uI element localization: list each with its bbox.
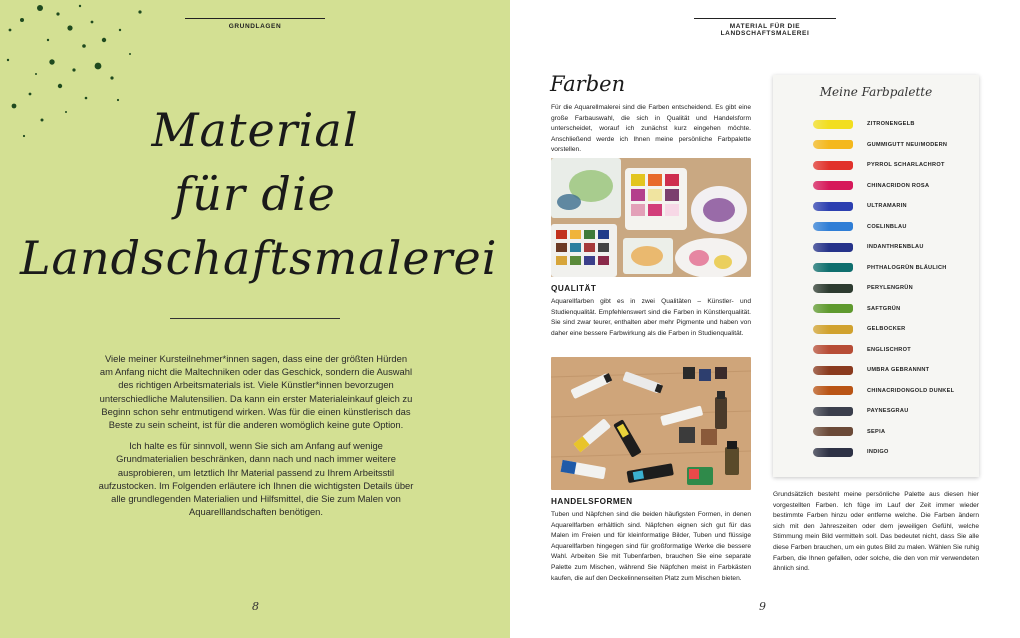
color-swatch: [813, 345, 853, 354]
intro-text: [98, 352, 414, 518]
intro-paragraph-2: Ich halte es für sinnvoll, wenn Sie sich am Anfang auf wenige Grundmaterialien beschränken, dann nach und nach immer weitere ausprobieren, um letztlich Ihr Material passend zu Ihrem Arbeitsstil aufzustocken. Im Folgenden erläutere ich Ihnen die wichtigsten Details über alle grundlegenden Materialien und Hilfsmittel, die Sie zum Malen von Aquarelllandschaften benötigen.: [98, 440, 414, 518]
color-swatch: [813, 304, 853, 313]
palette-swatch-row: [813, 219, 907, 235]
color-swatch: [813, 427, 853, 436]
palette-swatch-row: [813, 403, 909, 419]
handelsformen-text: Tuben und Näpfchen sind die beiden häufigsten Formen, in denen Aquarellfarben erhältlich sind. Näpfchen eignen sich gut für das Malen im Freien und für kleinformatige Bilder, Tuben und flüssige Aquarellfarben hingegen sind für großformatige Werke die bessere Wahl. Arbeiten Sie mit Tubenfarben, brauchen Sie eine separate Palette zum Mischen, während Sie Näpfchen meist in Farbkästen kaufen, die auf den Deckelinnenseiten Platz zum Mischen bieten.: [551, 511, 751, 582]
right-page: [510, 0, 1020, 638]
swatch-label: CHINACRIDON ROSA: [867, 182, 930, 189]
swatch-label: PYRROL SCHARLACHROT: [867, 162, 945, 168]
color-swatch: [813, 448, 853, 457]
color-swatch: [813, 284, 853, 293]
qualitaet-text: Aquarellfarben gibt es in zwei Qualitäten – Künstler- und Studienqualität. Empfehlenswert sind die Farben in Künstlerqualität. Sie sind zwar teurer, enthalten aber mehr Pigmente und haben von daher eine bessere Farbwirkung als die Farben in Studienqualität.: [551, 298, 751, 337]
swatch-label: ULTRAMARIN: [867, 203, 907, 209]
swatch-label: PAYNESGRAU: [867, 408, 909, 414]
section-title-farben: Farben: [550, 72, 626, 96]
palette-swatch-row: [813, 444, 889, 460]
palette-swatch-row: [813, 137, 947, 153]
running-head-right: [694, 18, 836, 37]
running-head-left: [185, 18, 325, 30]
swatch-label: PERYLENGRÜN: [867, 285, 913, 291]
color-swatch: [813, 263, 853, 272]
color-swatch: [813, 140, 853, 149]
intro-paragraph-1: Viele meiner Kursteilnehmer*innen sagen, dass eine der größten Hürden am Anfang nicht die Maltechniken oder das Geschick, sondern die Auswahl des richtigen Arbeitsmaterials ist. Viele Künstler*innen bevorzugen unterschiedliche Malutensilien. Da kann ein erster Materialeinkauf gleich zu Beginn schon sehr entmutigend wirken. Was für die einen künstlerisch das Beste zu sein scheint, ist für die anderen womöglich keine gute Option.: [99, 353, 413, 431]
swatch-label: PHTHALOGRÜN BLÄULICH: [867, 264, 947, 271]
chapter-title-line-3: Landschaftsmalerei: [20, 231, 498, 285]
palette-swatch-row: [813, 178, 929, 194]
palette-swatch-row: [813, 116, 915, 132]
swatch-label: UMBRA GEBRANNNT: [867, 367, 930, 373]
palette-swatch-row: [813, 260, 947, 276]
swatch-label: SEPIA: [867, 428, 886, 435]
swatch-label: GELBOCKER: [867, 326, 906, 332]
palette-swatch-row: [813, 198, 907, 214]
page-number-left: 8: [252, 600, 259, 613]
swatch-label: COELINBLAU: [867, 223, 907, 230]
farben-text: Für die Aquarellmalerei sind die Farben entscheidend. Es gibt eine große Farbauswahl, die sich in Qualität und Handelsform unterscheidet, worauf ich zunächst kurz eingehen möchte. Anschließend werde ich Ihnen meine persönliche Farbpalette vorstellen.: [551, 104, 751, 154]
color-swatch: [813, 161, 853, 170]
qualitaet-heading: QUALITÄT: [551, 284, 597, 293]
color-swatch: [813, 407, 853, 416]
chapter-title-line-2: für die: [174, 167, 336, 221]
color-swatch: [813, 366, 853, 375]
color-swatch: [813, 325, 853, 334]
color-swatch: [813, 202, 853, 211]
swatch-label: ENGLISCHROT: [867, 346, 912, 353]
palette-title: Meine Farbpalette: [819, 85, 933, 99]
palette-swatch-row: [813, 301, 900, 317]
palette-swatch-row: [813, 321, 905, 337]
chapter-title-line-1: Material: [151, 103, 359, 157]
palette-swatch-row: [813, 239, 924, 255]
swatch-label: ZITRONENGELB: [867, 121, 915, 127]
swatch-label: INDANTHRENBLAU: [867, 244, 924, 250]
swatch-label: INDIGO: [867, 449, 889, 455]
palette-swatch-row: [813, 280, 913, 296]
chapter-title: [20, 98, 498, 290]
swatch-label: CHINACRIDONGOLD DUNKEL: [867, 387, 955, 394]
swatch-label: GUMMIGUTT NEU/MODERN: [867, 141, 948, 148]
palette-swatch-row: [813, 157, 945, 173]
palette-swatch-row: [813, 383, 954, 399]
color-swatch: [813, 386, 853, 395]
running-head-text: GRUNDLAGEN: [228, 23, 282, 30]
palette-card: [773, 75, 979, 477]
color-swatch: [813, 181, 853, 190]
handelsformen-heading: HANDELSFORMEN: [551, 497, 633, 506]
running-head-text: MATERIAL FÜR DIE LANDSCHAFTSMALEREI: [720, 23, 810, 37]
color-swatch: [813, 222, 853, 231]
page-number-right: 9: [759, 600, 766, 613]
paint-palettes-photo: [551, 158, 751, 277]
paint-tubes-photo: [551, 357, 751, 490]
palette-swatch-row: [813, 424, 885, 440]
swatch-label: SAFTGRÜN: [867, 305, 901, 312]
palette-swatch-row: [813, 362, 929, 378]
color-swatch: [813, 120, 853, 129]
palette-swatch-row: [813, 342, 911, 358]
title-divider: [170, 318, 340, 319]
palette-text: Grundsätzlich besteht meine persönliche Palette aus diesen hier vorgestellten Farben. Ich füge im Lauf der Zeit immer wieder bestimmte Farben hinzu oder entferne welche. Die Farben ändern sich mit den Jahreszeiten oder dem jeweiligen Gefühl, welche Stimmung mein Bild vermitteln soll. Das bedeutet nicht, dass Sie alle diese Farben brauchen, um ein gutes Bild zu malen. Wählen Sie ruhig Farben, die Ihnen gefallen, oder solche, die den von mir verwendeten ähnlich sind.: [773, 491, 979, 573]
color-swatch: [813, 243, 853, 252]
